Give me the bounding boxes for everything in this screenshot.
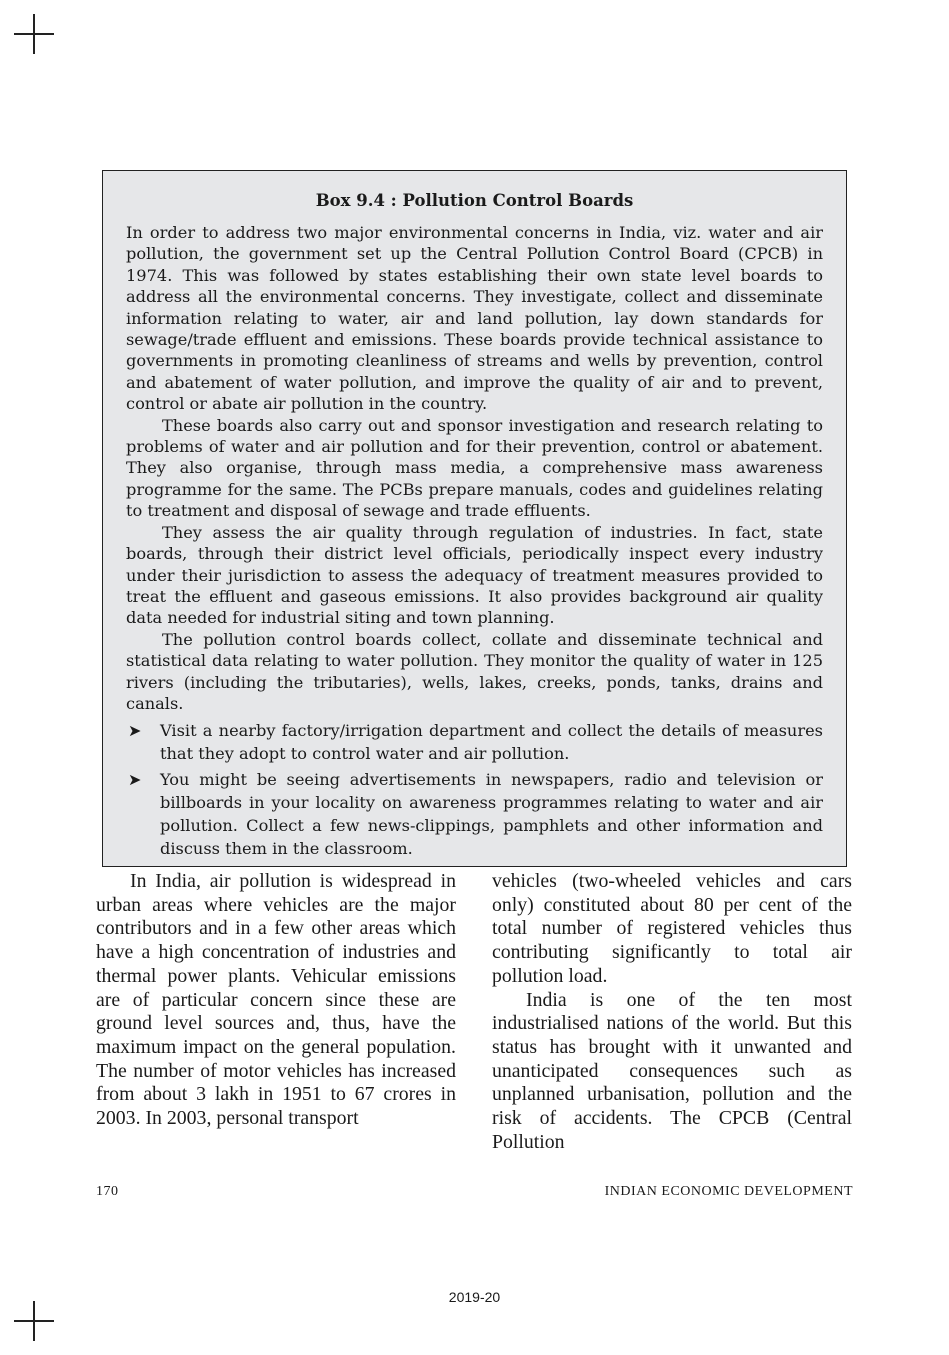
arrowhead-bullet-icon: ➤ (128, 770, 142, 790)
activity-item (126, 768, 823, 860)
body-column-right (492, 870, 852, 1154)
box-paragraph-1: In order to address two major environmental concerns in India, viz. water and air pollution, the government set up the Central Pollution Control Board (CPCB) in 1974. This was followed by states establishing their own state level boards to address all the environmental concerns. They investigate, collect and disseminate information relating to water, air and land pollution, lay down standards for sewage/trade effluent and emissions. These boards provide technical assistance to governments in promoting cleanliness of streams and wells by prevention, control and abatement of water pollution, and improve the quality of air and to prevent, control or abate air pollution in the country. (126, 223, 823, 414)
box-paragraph-2: These boards also carry out and sponsor investigation and research relating to problems of water and air pollution and for their prevention, control or abatement. They also organise, through mass media, a comprehensive mass awareness programme for the same. The PCBs prepare manuals, codes and guidelines relating to treatment and disposal of sewage and trade effluents. (126, 415, 823, 521)
edition-year: 2019-20 (448, 1289, 501, 1305)
activity-text: Visit a nearby factory/irrigation department and collect the details of measures that they adopt to control water and air pollution. (160, 721, 823, 764)
activity-text: You might be seeing advertisements in newspapers, radio and television or billboards in your locality on awareness programmes relating to water and air pollution. Collect a few news-clippings, pamphlets and other information and discuss them in the classroom. (160, 770, 823, 859)
body-paragraph: India is one of the ten most industrialised nations of the world. But this status has brought with it unwanted and unanticipated consequences such as unplanned urbanisation, pollution and the risk of accidents. The CPCB (Central Pollution (492, 988, 852, 1153)
box-title: Box 9.4 : Pollution Control Boards (315, 191, 634, 210)
box-paragraph-3: They assess the air quality through regulation of industries. In fact, state boards, through their district level officials, periodically inspect every industry under their jurisdiction to assess the adequacy of treatment measures provided to treat the effluent and gaseous emissions. It also provides background air quality data needed for industrial siting and town planning. (126, 522, 823, 628)
body-column-left (96, 870, 456, 1131)
pollution-control-boards-box (102, 170, 847, 867)
running-footer-title: INDIAN ECONOMIC DEVELOPMENT (604, 1184, 853, 1199)
activity-list (126, 719, 823, 860)
activity-item (126, 719, 823, 765)
body-paragraph: In India, air pollution is widespread in urban areas where vehicles are the major contributors and in a few other areas which have a high concentration of industries and thermal power plants. Vehicular emissions are of particular concern since these are ground level sources and, thus, have the maximum impact on the general population. The number of motor vehicles has increased from about 3 lakh in 1951 to 67 crores in 2003. In 2003, personal transport (96, 870, 456, 1130)
page-number: 170 (96, 1184, 119, 1199)
box-paragraph-4: The pollution control boards collect, collate and disseminate technical and statistical data relating to water pollution. They monitor the quality of water in 125 rivers (including the tributaries), wells, lakes, creeks, ponds, tanks, drains and canals. (126, 629, 823, 713)
arrowhead-bullet-icon: ➤ (128, 721, 142, 741)
body-paragraph-continued: vehicles (two-wheeled vehicles and cars only) constituted about 80 per cent of the total number of registered vehicles thus contributing significantly to total air pollution load. (492, 870, 852, 987)
